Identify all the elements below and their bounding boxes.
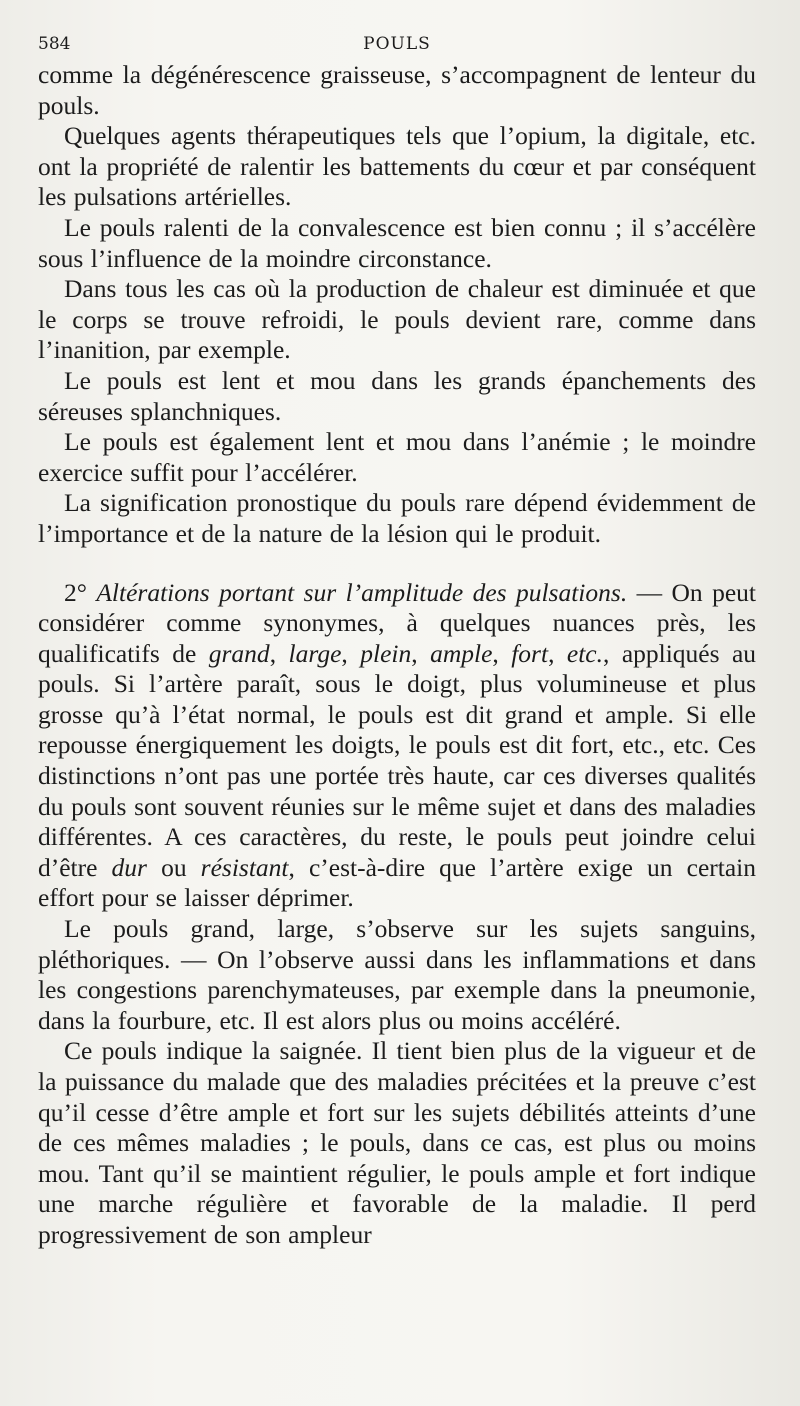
comma: , [269, 638, 289, 668]
paragraph: Le pouls ralenti de la convalescence est bien connu ; il s’accélère sous l’influence de la moindre circonstance. [38, 212, 756, 273]
section-paragraph [38, 578, 756, 915]
text-run: , c’est-à-dire que l’artère exige un certain effort pour se laisser déprimer. [38, 852, 756, 913]
page-header [38, 30, 756, 60]
running-title: POULS [363, 34, 431, 54]
paragraph: Dans tous les cas où la production de chaleur est diminuée et que le corps se trouve refroidi, le pouls devient rare, comme dans l’inanition, par exemple. [38, 274, 756, 365]
paragraph: Ce pouls indique la saignée. Il tient bien plus de la vigueur et de la puissance du malade que des maladies précitées et la preuve c’est qu’il cesse d’être ample et fort sur les sujets débilités atteints d’une de ces mêmes maladies ; le pouls, dans ce cas, est plus ou moins mou. Tant qu’il se maintient régulier, le pouls ample et fort indique une marche régulière et favorable de la maladie. Il perd progressivement de son ampleur [38, 1036, 756, 1249]
paragraph: Le pouls est lent et mou dans les grands épanchements des séreuses splanchniques. [38, 365, 756, 426]
section-spacer [38, 550, 756, 578]
text-run: , appliqués au pouls. Si l’artère paraît, sous le doigt, plus volumineuse et plus grosse qu’à l’état normal, le pouls est dit grand et ample. Si elle repousse énergiquement les doigts, le pouls est dit fort, etc., etc. Ces distinctions n’ont pas une portée très haute, car ces diverses qualités du pouls sont souvent réunies sur le même sujet et dans des maladies différentes. A ces caractères, du reste, le pouls peut joindre celui d’être [38, 638, 757, 882]
term-plein: plein [360, 638, 412, 668]
paragraph: Le pouls est également lent et mou dans l’anémie ; le moindre exercice suffit pour l’accélérer. [38, 427, 756, 487]
text-run: ou [146, 852, 201, 882]
body-text [38, 60, 756, 1251]
paragraph: Quelques agents thérapeutiques tels que l’opium, la digitale, etc. ont la propriété de ralentir les battements du cœur et par conséquent les pulsations artérielles. [38, 121, 756, 212]
section-number: 2° [64, 577, 87, 607]
term-large: large [288, 638, 342, 668]
term-etc: etc. [566, 638, 603, 668]
term-dur: dur [111, 852, 147, 882]
heading-dash: — [627, 577, 672, 607]
comma: , [492, 638, 512, 668]
term-fort: fort [511, 638, 549, 668]
text-run: On peut considérer comme synonymes, à quelques nuances près, les qualificatifs de [38, 577, 756, 668]
section-heading: Altérations portant sur l’amplitude des pulsations. [96, 577, 628, 607]
comma: , [548, 638, 567, 668]
paragraph: comme la dégénérescence graisseuse, s’accompagnent de lenteur du pouls. [38, 60, 756, 120]
term-ample: ample [430, 638, 493, 668]
paragraph: La signification pronostique du pouls rare dépend évidemment de l’importance et de la nature de la lésion qui le produit. [38, 488, 756, 548]
paragraph: Le pouls grand, large, s’observe sur les sujets sanguins, pléthoriques. — On l’observe aussi dans les inflammations et dans les congestions parenchymateuses, par exemple dans la pneumonie, dans la fourbure, etc. Il est alors plus ou moins accéléré. [38, 914, 756, 1035]
comma: , [411, 638, 431, 668]
term-resistant: résistant [200, 852, 289, 882]
comma: , [341, 638, 361, 668]
page-number: 584 [38, 34, 71, 54]
term-grand: grand [208, 638, 270, 668]
